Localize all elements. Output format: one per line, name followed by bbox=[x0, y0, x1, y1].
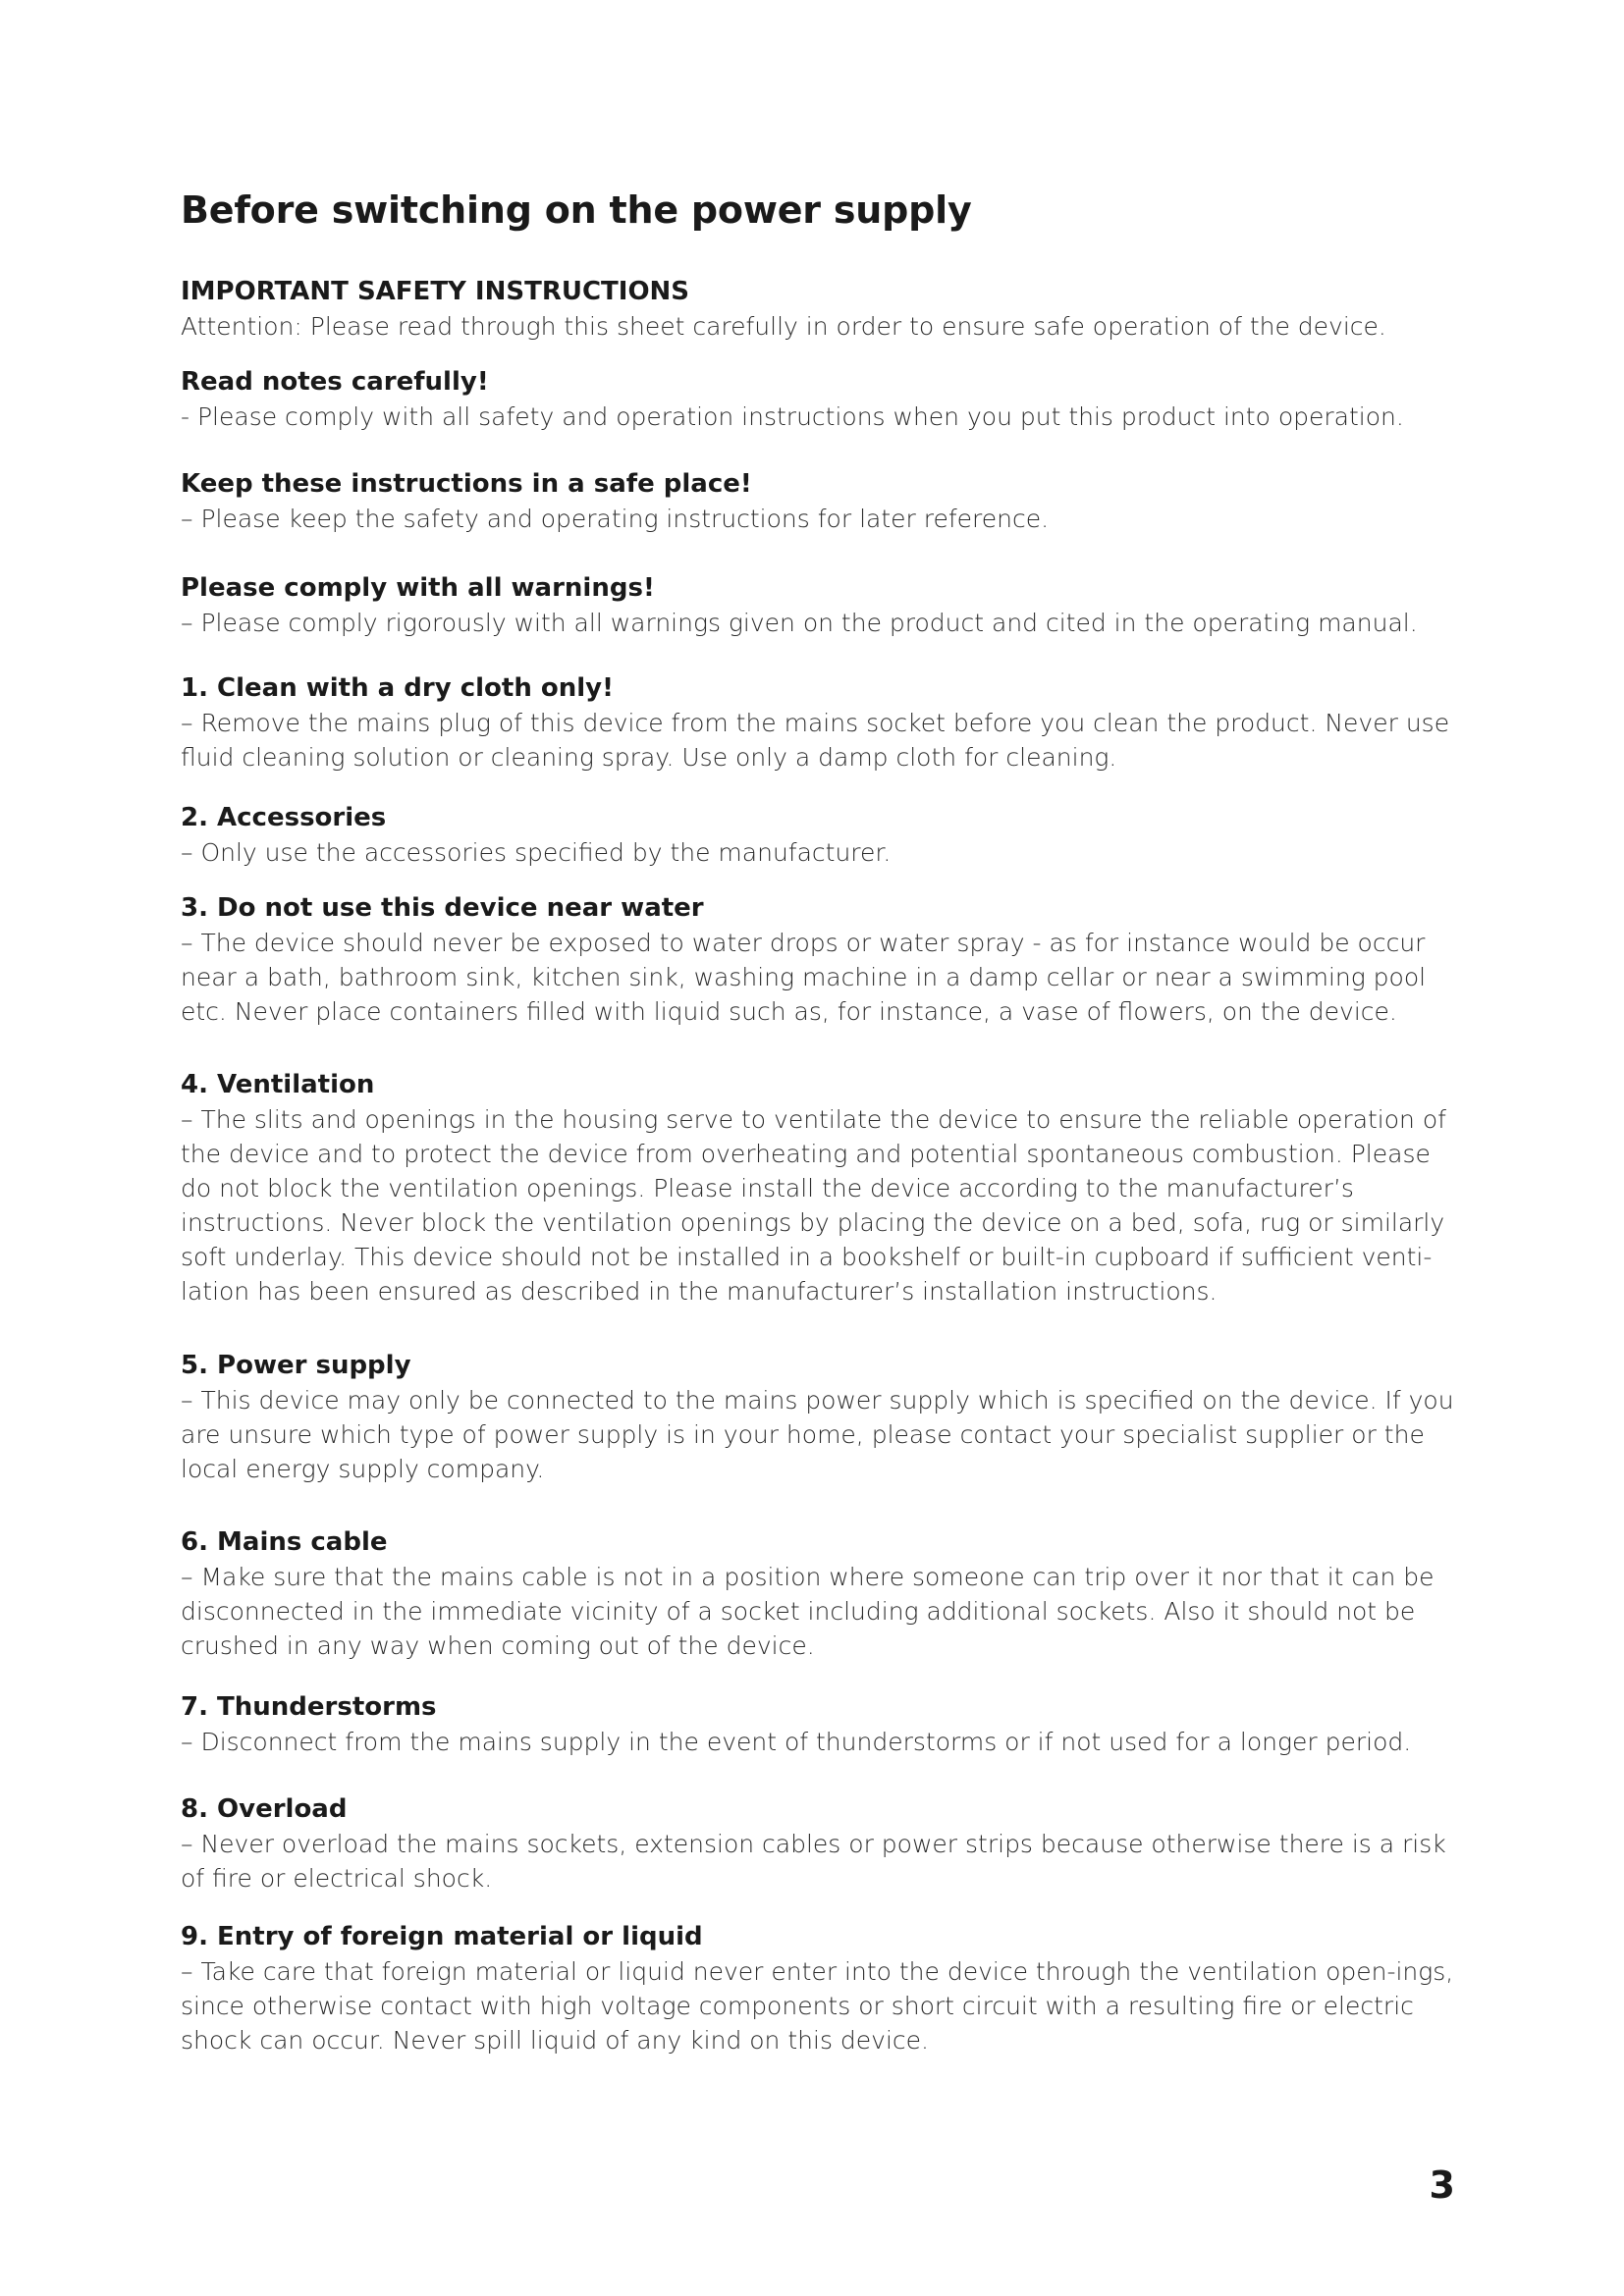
section-heading: 5. Power supply bbox=[181, 1351, 411, 1380]
section-water bbox=[181, 891, 1457, 1029]
section-text: – The device should never be exposed to water drops or water spray - as for instance would be occur near a bath, bathroom sink, kitchen sink, washing machine in a damp cellar or near a swimming pool etc. Never place containers filled with liquid such as, for instance, a vase of flowers, on the device. bbox=[181, 929, 1427, 1026]
section-heading: 9. Entry of foreign material or liquid bbox=[181, 1922, 703, 1951]
section-heading: 6. Mains cable bbox=[181, 1527, 388, 1557]
section-text: - Please comply with all safety and operation instructions when you put this product into operation. bbox=[181, 402, 1404, 431]
section-warnings bbox=[181, 571, 1457, 640]
section-heading: Please comply with all warnings! bbox=[181, 573, 655, 603]
page-number: 3 bbox=[1429, 2163, 1455, 2207]
section-foreign-material bbox=[181, 1920, 1457, 2057]
section-text: – Only use the accessories specified by the manufacturer. bbox=[181, 838, 892, 867]
section-heading: Read notes carefully! bbox=[181, 367, 489, 397]
intro-block bbox=[181, 275, 1457, 344]
section-accessories bbox=[181, 801, 1457, 870]
section-heading: 2. Accessories bbox=[181, 803, 387, 832]
section-heading: 7. Thunderstorms bbox=[181, 1692, 437, 1722]
section-heading: 4. Ventilation bbox=[181, 1070, 375, 1099]
section-heading: Keep these instructions in a safe place! bbox=[181, 469, 752, 499]
page-title: Before switching on the power supply bbox=[181, 188, 972, 232]
section-ventilation bbox=[181, 1068, 1457, 1308]
section-mains-cable bbox=[181, 1525, 1457, 1663]
section-power-supply bbox=[181, 1349, 1457, 1486]
section-text: – Take care that foreign material or liquid never enter into the device through the ventilation open-ings, since otherwise contact with high voltage components or short circuit with a resulting fire or electric shock can occur. Never spill liquid of any kind on this device. bbox=[181, 1957, 1454, 2055]
page-content bbox=[181, 188, 1457, 2055]
section-keep-instructions bbox=[181, 467, 1457, 536]
section-thunderstorms bbox=[181, 1690, 1457, 1759]
section-heading: 3. Do not use this device near water bbox=[181, 893, 704, 923]
section-text: – Never overload the mains sockets, extension cables or power strips because otherwise there is a risk of fire or electrical shock. bbox=[181, 1830, 1446, 1893]
section-overload bbox=[181, 1792, 1457, 1896]
section-text: – The slits and openings in the housing serve to ventilate the device to ensure the reliable operation of the device and to protect the device from overheating and potential spontaneous combustion. Please do not block the ventilation openings. Please install the device according to the manufacturer’s instructions. Never block the ventilation openings by placing the device on a bed, sofa, rug or similarly soft underlay. This device should not be installed in a bookshelf or built-in cupboard if sufficient venti-lation has been ensured as described in the manufacturer’s installation instructions. bbox=[181, 1105, 1446, 1306]
section-heading: 1. Clean with a dry cloth only! bbox=[181, 673, 614, 703]
section-text: – Please keep the safety and operating instructions for later reference. bbox=[181, 505, 1050, 533]
section-text: – Please comply rigorously with all warnings given on the product and cited in the operating manual. bbox=[181, 609, 1418, 637]
intro-text: Attention: Please read through this sheet carefully in order to ensure safe operation of the device. bbox=[181, 312, 1386, 341]
section-text: – Remove the mains plug of this device from the mains socket before you clean the product. Never use fluid cleaning solution or cleaning spray. Use only a damp cloth for cleaning. bbox=[181, 709, 1450, 772]
section-text: – This device may only be connected to the mains power supply which is specified on the device. If you are unsure which type of power supply is in your home, please contact your specialist supplier or the local energy supply company. bbox=[181, 1386, 1454, 1483]
section-read-notes bbox=[181, 365, 1457, 434]
section-heading: 8. Overload bbox=[181, 1794, 348, 1824]
section-text: – Disconnect from the mains supply in the event of thunderstorms or if not used for a longer period. bbox=[181, 1728, 1412, 1756]
intro-heading: IMPORTANT SAFETY INSTRUCTIONS bbox=[181, 277, 690, 306]
section-text: – Make sure that the mains cable is not in a position where someone can trip over it nor that it can be disconnected in the immediate vicinity of a socket including additional sockets. Also it should not be crushed in any way when coming out of the device. bbox=[181, 1563, 1435, 1660]
section-clean bbox=[181, 671, 1457, 774]
